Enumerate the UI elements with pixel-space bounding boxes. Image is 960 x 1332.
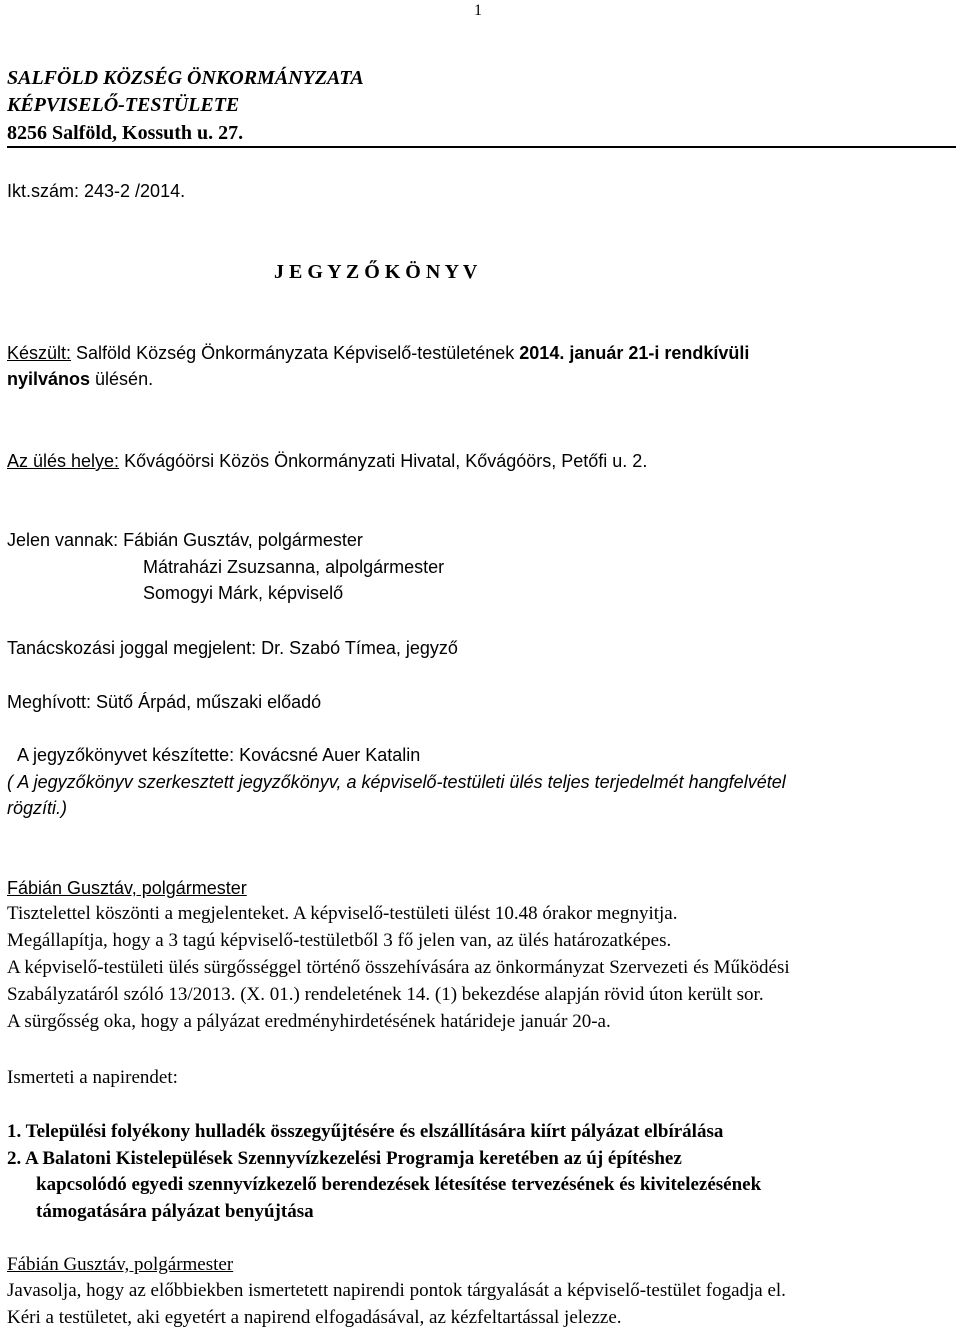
agenda-item-2-cont-1: kapcsolódó egyedi szennyvízkezelő berendezések létesítése tervezésének és kivitelezésének [36,1174,762,1195]
header-municipality: SALFÖLD KÖZSÉG ÖNKORMÁNYZATA [7,67,364,89]
opening-paragraph-line-5: A sürgősség oka, hogy a pályázat eredményhirdetésének határideje január 20-a. [7,1011,611,1032]
meeting-suffix: ülésén. [90,369,154,389]
opening-paragraph-line-1: Tisztelettel köszönti a megjelenteket. A képviselő-testületi ülést 10.48 órakor megnyitja. [7,903,678,924]
proposal-line-1: Javasolja, hogy az előbbiekben ismertetett napirendi pontok tárgyalását a képviselő-testület fogadja el. [7,1280,786,1301]
prepared-text: Salföld Község Önkormányzata Képviselő-testületének [71,343,520,363]
invited-line: Meghívott: Sütő Árpád, műszaki előadó [7,692,322,712]
header-body: KÉPVISELŐ-TESTÜLETE [7,94,240,116]
venue-value: Kővágóörsi Közös Önkormányzati Hivatal, Kővágóörs, Petőfi u. 2. [119,451,648,471]
header-address: 8256 Salföld, Kossuth u. 27. [7,122,244,144]
prepared-line-2 [7,368,153,390]
meeting-type: nyilvános [7,369,91,389]
present-person-3: Somogyi Márk, képviselő [143,583,344,603]
recording-note-1: ( A jegyzőkönyv szerkesztett jegyzőkönyv, a képviselő-testületi ülés teljes terjedelmét hangfelvétel [7,772,786,792]
minutes-author: A jegyzőkönyvet készítette: Kovácsné Auer Katalin [17,745,421,765]
agenda-intro: Ismerteti a napirendet: [7,1067,178,1088]
present-person-2: Mátraházi Zsuzsanna, alpolgármester [143,557,445,577]
advisory-attendee: Tanácskozási joggal megjelent: Dr. Szabó Tímea, jegyző [7,638,458,658]
opening-paragraph-line-4: Szabályzatáról szóló 13/2013. (X. 01.) rendeletének 14. (1) bekezdése alapján rövid úton került sor. [7,984,764,1005]
prepared-line-1 [7,342,749,364]
venue-label: Az ülés helye: [7,451,120,471]
recording-note-2: rögzíti.) [7,798,68,818]
registry-number: Ikt.szám: 243-2 /2014. [7,181,186,201]
page-number: 1 [474,2,482,19]
present-label: Jelen vannak: [7,530,119,550]
document-title: J E G Y Z Ő K Ö N Y V [274,261,478,283]
speaker-heading-1: Fábián Gusztáv, polgármester [7,878,247,898]
prepared-label: Készült: [7,343,72,363]
agenda-item-2-cont-2: támogatására pályázat benyújtása [36,1201,314,1222]
agenda-item-1: 1. Települési folyékony hulladék összegyűjtésére és elszállítására kiírt pályázat elbírálása [7,1121,724,1142]
header-divider [7,146,956,148]
speaker-heading-2: Fábián Gusztáv, polgármester [7,1254,234,1275]
present-person-1: Fábián Gusztáv, polgármester [118,530,363,550]
opening-paragraph-line-2: Megállapítja, hogy a 3 tagú képviselő-testületből 3 fő jelen van, az ülés határozatképes. [7,930,672,951]
proposal-line-2: Kéri a testületet, aki egyetért a napirend elfogadásával, az kézfeltartással jelezze. [7,1307,622,1328]
venue-line [7,450,647,472]
agenda-item-2: 2. A Balatoni Kistelepülések Szennyvízkezelési Programja keretében az új építéshez [7,1148,682,1169]
opening-paragraph-line-3: A képviselő-testületi ülés sürgősséggel történő összehívására az önkormányzat Szervezeti és Működési [7,957,790,978]
present-line-1 [7,529,363,551]
meeting-date: 2014. január 21-i rendkívüli [519,343,750,363]
